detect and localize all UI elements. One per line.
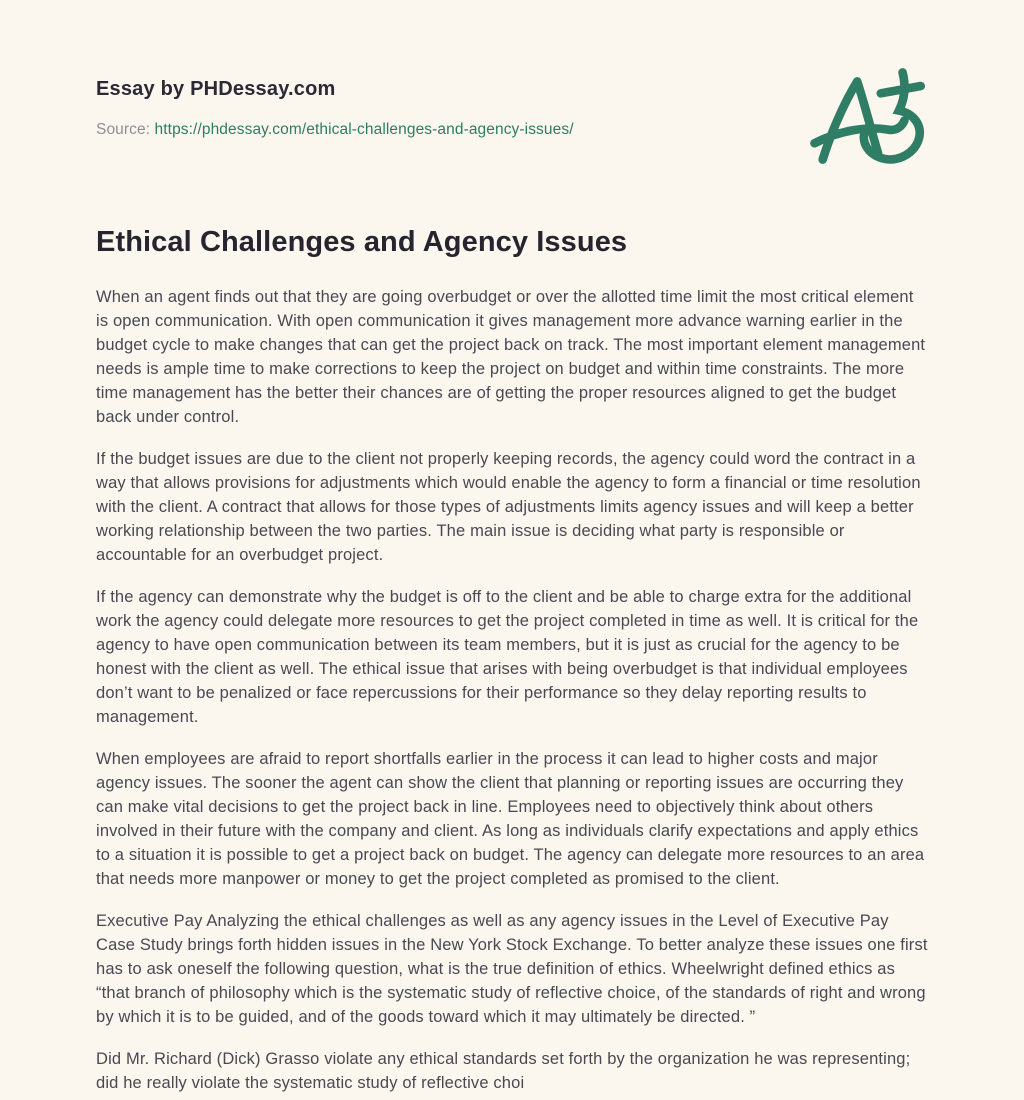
essay-body <box>96 285 930 1095</box>
source-link[interactable]: https://phdessay.com/ethical-challenges-and-agency-issues/ <box>154 121 574 138</box>
essay-paragraph: When employees are afraid to report shortfalls earlier in the process it can lead to higher costs and major agency issues. The sooner the agent can show the client that planning or reporting issues are occurring they can make vital decisions to get the project back in line. Employees need to objectively think about others involved in their future with the company and client. As long as individuals clarify expectations and apply ethics to a situation it is possible to get a project back on budget. The agency can delegate more resources to an area that needs more manpower or money to get the project completed as promised to the client. <box>96 750 925 888</box>
essay-paragraph: If the agency can demonstrate why the budget is off to the client and be able to charge extra for the additional work the agency could delegate more resources to get the project completed in time as well. It is critical for the agency to have open communication between its team members, but it is just as crucial for the agency to be honest with the client as well. The ethical issue that arises with being overbudget is that individual employees don’t want to be penalized or face repercussions for their performance so they delay reporting results to management. <box>96 588 919 726</box>
essay-paragraph: Executive Pay Analyzing the ethical challenges as well as any agency issues in the Level of Executive Pay Case Study brings forth hidden issues in the New York Stock Exchange. To better analyze these issues one first has to ask oneself the following question, what is the true definition of ethics. Wheelwright defined ethics as “that branch of philosophy which is the systematic study of reflective choice, of the standards of right and wrong by which it is to be guided, and of the goods toward which it may ultimately be directed. ” <box>96 912 928 1026</box>
header-text-block <box>96 74 574 139</box>
essay-title: Ethical Challenges and Agency Issues <box>96 226 628 258</box>
a-plus-logo-icon <box>810 68 928 174</box>
essay-paragraph: When an agent finds out that they are going overbudget or over the allotted time limit the most critical element is open communication. With open communication it gives management more advance warning earlier in the budget cycle to make changes that can get the project back on track. The most important element management needs is ample time to make corrections to keep the project on budget and within time constraints. The more time management has the better their chances are of getting the proper resources aligned to get the budget back under control. <box>96 288 926 426</box>
source-label: Source: <box>96 121 151 138</box>
site-title: Essay by PHDessay.com <box>96 78 336 100</box>
essay-paragraph: If the budget issues are due to the client not properly keeping records, the agency could word the contract in a way that allows provisions for adjustments which would enable the agency to form a financial or time resolution with the client. A contract that allows for those types of adjustments limits agency issues and will keep a better working relationship between the two parties. The main issue is deciding what party is responsible or accountable for an overbudget project. <box>96 450 921 564</box>
page-header <box>96 74 930 174</box>
source-line <box>96 121 574 139</box>
essay-paragraph: Did Mr. Richard (Dick) Grasso violate any ethical standards set forth by the organization he was representing; did he really violate the systematic study of reflective choi <box>96 1050 911 1092</box>
